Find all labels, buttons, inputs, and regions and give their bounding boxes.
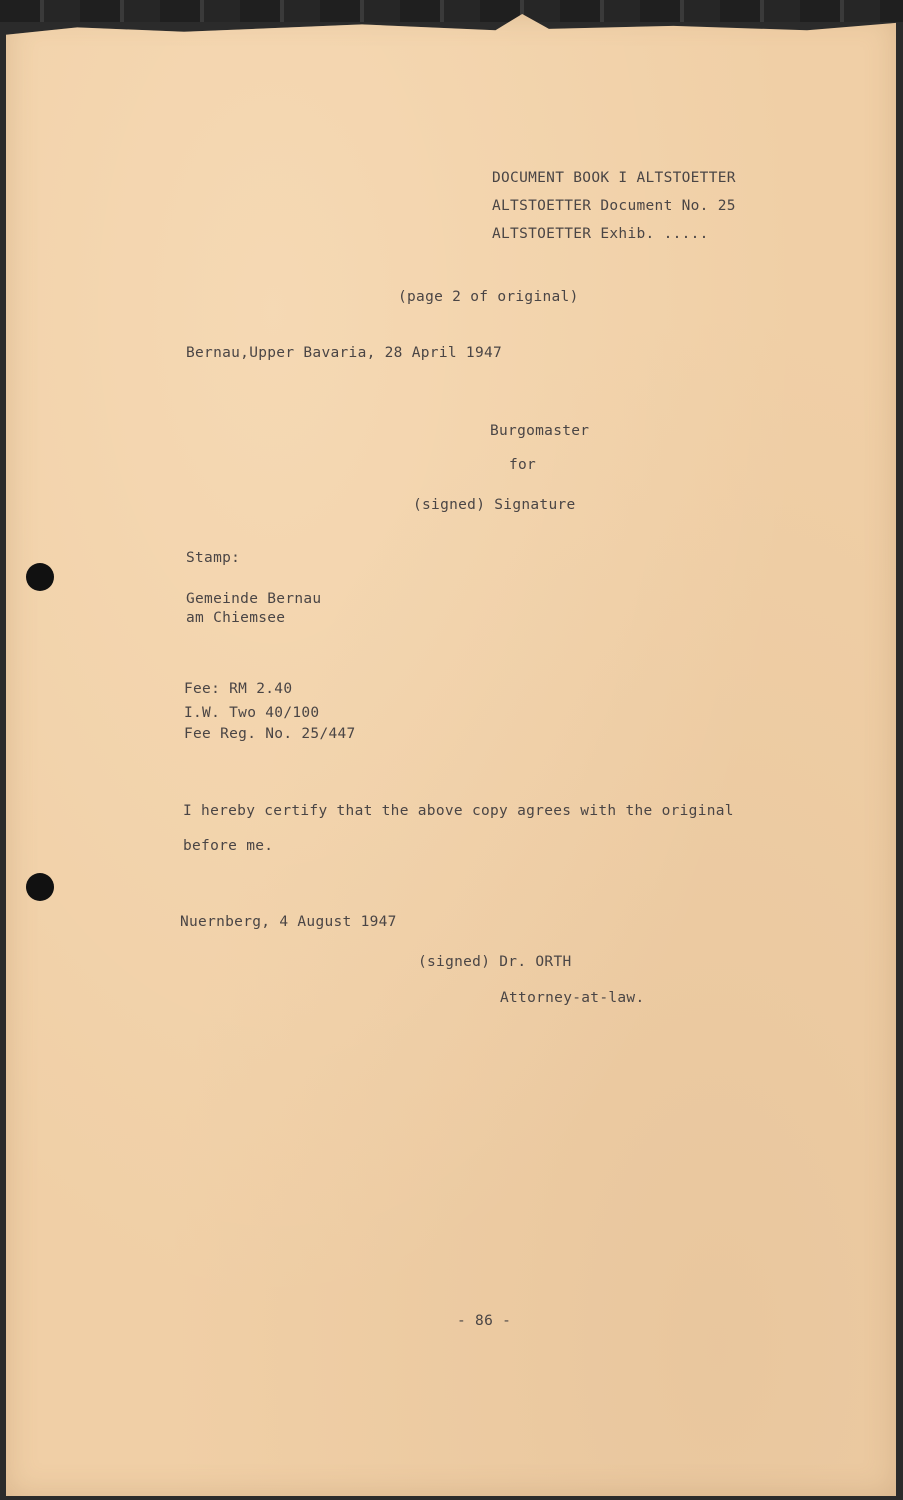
place-date: Bernau,Upper Bavaria, 28 April 1947 (186, 345, 503, 361)
iw-line: I.W. Two 40/100 (184, 705, 320, 721)
attorney-signed: (signed) Dr. ORTH (418, 954, 572, 970)
punch-hole-bottom (26, 873, 54, 901)
burgomaster-title: Burgomaster (490, 423, 590, 439)
header-line-1: DOCUMENT BOOK I ALTSTOETTER (492, 170, 736, 186)
fee-line: Fee: RM 2.40 (184, 681, 293, 697)
header-line-3: ALTSTOETTER Exhib. ..... (492, 226, 709, 242)
stamp-line-2: am Chiemsee (186, 610, 286, 626)
fee-reg-line: Fee Reg. No. 25/447 (184, 726, 356, 742)
attorney-title: Attorney-at-law. (500, 990, 645, 1006)
nuernberg-date: Nuernberg, 4 August 1947 (180, 914, 397, 930)
binder-strip (0, 0, 903, 22)
paper-page (6, 14, 896, 1496)
certification-line-1: I hereby certify that the above copy agrees with the original (183, 803, 734, 819)
stamp-line-1: Gemeinde Bernau (186, 591, 322, 607)
page-note: (page 2 of original) (398, 289, 579, 305)
certification-line-2: before me. (183, 838, 274, 854)
stamp-label: Stamp: (186, 550, 241, 566)
signed-signature: (signed) Signature (413, 497, 576, 513)
page-number: - 86 - (457, 1313, 512, 1329)
for-label: for (509, 457, 537, 473)
header-line-2: ALTSTOETTER Document No. 25 (492, 198, 736, 214)
punch-hole-top (26, 563, 54, 591)
